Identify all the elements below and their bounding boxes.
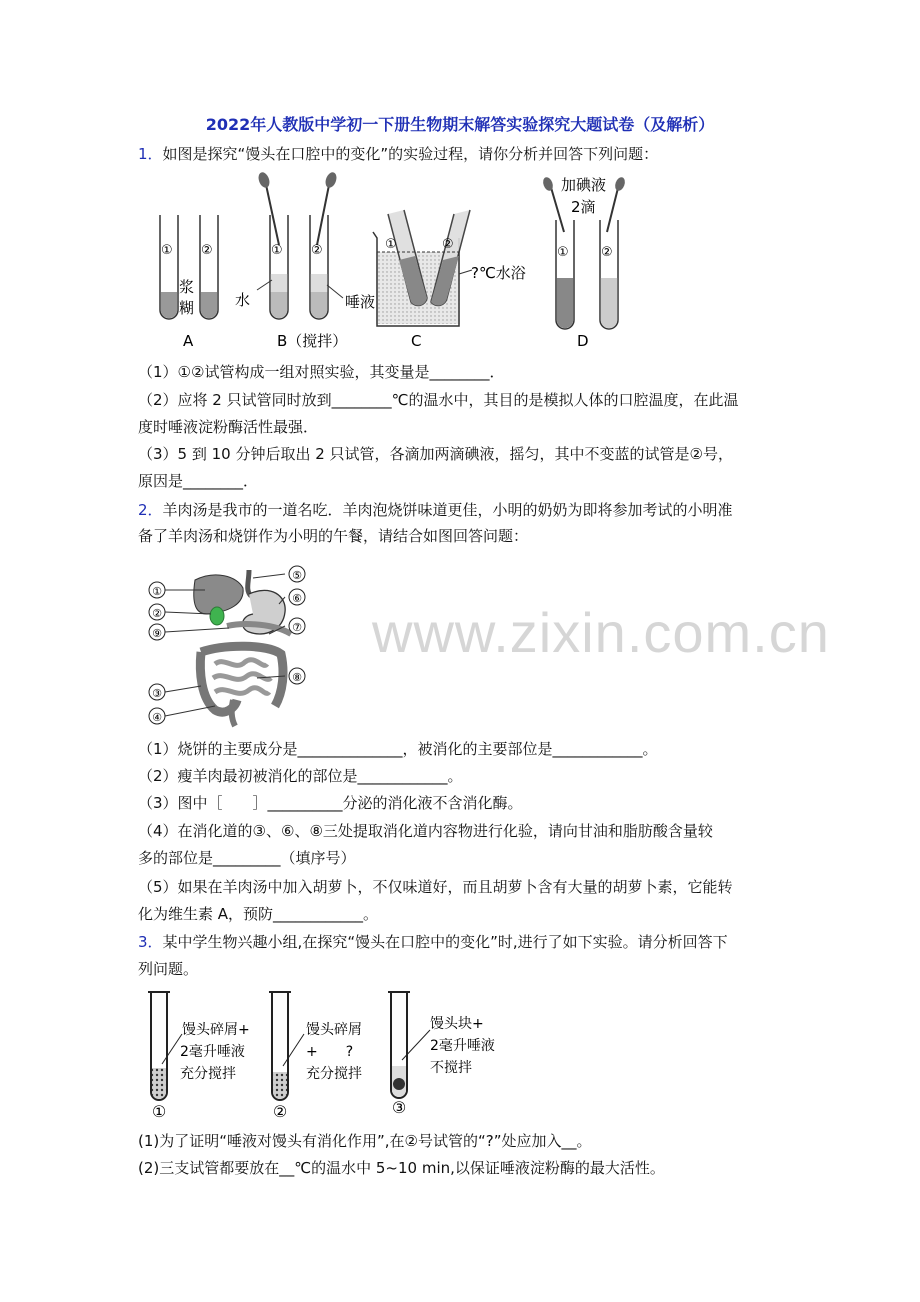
marker-9: ⑨ <box>152 627 162 640</box>
question-2-part-5-cont: 化为维生素 A，预防____________。 <box>138 905 379 923</box>
tube-3-1 <box>148 992 250 1121</box>
marker-7: ⑦ <box>292 621 302 634</box>
page-title: 2022年人教版中学初一下册生物期末解答实验探究大题试卷（及解析） <box>205 115 715 134</box>
tube-content-label: + ? <box>306 1044 354 1060</box>
question-number: 2． <box>138 501 163 519</box>
tube-content-label: 馒头碎屑 <box>306 1022 362 1038</box>
tube-content-label: 2毫升唾液 <box>180 1044 245 1060</box>
question-3-part-2: (2)三支试管都要放在__℃的温水中 5~10 min,以保证唾液淀粉酶的最大活性。 <box>138 1159 665 1177</box>
question-2-part-2: （2）瘦羊肉最初被消化的部位是____________。 <box>138 767 463 785</box>
tube-content-label: 不搅拌 <box>430 1060 472 1076</box>
digestive-system-diagram <box>145 560 325 730</box>
figure-label-b: B（搅拌） <box>277 332 348 350</box>
marker-2: ② <box>152 607 162 620</box>
tube-label: ① <box>385 237 397 252</box>
water-bath-label: ?℃水浴 <box>471 264 526 282</box>
marker-4: ④ <box>152 711 162 724</box>
paste-label: 浆 <box>179 278 195 296</box>
figure-label-d: D <box>577 332 589 350</box>
question-1-stem <box>138 143 658 165</box>
tube-3-3 <box>388 992 495 1117</box>
tube-label: ② <box>311 243 323 258</box>
question-2-stem <box>138 499 733 521</box>
tube-3-2 <box>269 992 362 1121</box>
question-2-part-3: （3）图中［ ］__________分泌的消化液不含消化酶。 <box>138 794 523 812</box>
tube-number: ③ <box>391 1098 407 1117</box>
question-number: 1． <box>138 145 163 163</box>
question-1-part-2: （2）应将 2 只试管同时放到________℃的温水中，其目的是模拟人体的口腔温度，在此温 <box>138 391 739 409</box>
iodine-label: 加碘液 <box>561 176 607 194</box>
question-1-part-1: （1）①②试管构成一组对照实验，其变量是________． <box>138 363 505 381</box>
tube-number: ② <box>272 1102 288 1121</box>
tube-content-label: 充分搅拌 <box>306 1066 362 1082</box>
question-text: 羊肉汤是我市的一道名吃．羊肉泡烧饼味道更佳，小明的奶奶为即将参加考试的小明准 <box>162 501 733 519</box>
tube-label: ① <box>161 243 173 258</box>
marker-6: ⑥ <box>292 592 302 605</box>
saliva-label: 唾液 <box>345 293 376 311</box>
figure-1-saliva-experiment <box>145 170 635 355</box>
figure-label-c: C <box>411 332 422 350</box>
water-label: 水 <box>235 291 251 309</box>
question-text: 某中学生物兴趣小组,在探究“馒头在口腔中的变化”时,进行了如下实验。请分析回答下 <box>162 933 728 951</box>
question-text: 如图是探究“馒头在口腔中的变化”的实验过程，请你分析并回答下列问题： <box>162 145 659 163</box>
tube-content-label: 馒头块+ <box>430 1016 484 1032</box>
tube-label: ② <box>442 237 454 252</box>
question-2-part-4: （4）在消化道的③、⑥、⑧三处提取消化道内容物进行化验，请向甘油和脂肪酸含量较 <box>138 822 713 840</box>
tube-a1 <box>160 215 178 319</box>
question-1-part-3: （3）5 到 10 分钟后取出 2 只试管，各滴加两滴碘液，摇匀，其中不变蓝的试管是②号， <box>138 445 734 463</box>
question-3-part-1: (1)为了证明“唾液对馒头有消化作用”,在②号试管的“?”处应加入__。 <box>138 1132 592 1150</box>
watermark: www.zixin.com.cn <box>372 601 830 664</box>
question-2-part-5: （5）如果在羊肉汤中加入胡萝卜，不仅味道好，而且胡萝卜含有大量的胡萝卜素，它能转 <box>138 878 733 896</box>
question-1-part-2-cont: 度时唾液淀粉酶活性最强． <box>138 418 319 436</box>
question-2-part-1: （1）烧饼的主要成分是______________，被消化的主要部位是____________。 <box>138 740 658 758</box>
tube-label: ② <box>201 243 213 258</box>
tube-content-label: 充分搅拌 <box>180 1066 236 1082</box>
iodine-drops-label: 2滴 <box>571 198 596 216</box>
question-3-stem <box>138 931 728 953</box>
tube-a2 <box>200 215 218 319</box>
tube-label: ② <box>601 245 613 260</box>
tube-label: ① <box>557 245 569 260</box>
marker-3: ③ <box>152 687 162 700</box>
marker-8: ⑧ <box>292 671 302 684</box>
tube-number: ① <box>151 1102 167 1121</box>
marker-1: ① <box>152 585 162 598</box>
figure-label-a: A <box>183 332 194 350</box>
marker-5: ⑤ <box>292 569 302 582</box>
question-2-stem-cont: 备了羊肉汤和烧饼作为小明的午餐，请结合如图回答问题： <box>138 527 529 545</box>
tube-content-label: 2毫升唾液 <box>430 1038 495 1054</box>
tube-content-label: 馒头碎屑+ <box>182 1022 250 1038</box>
question-3-stem-cont: 列问题。 <box>138 960 199 978</box>
question-1-part-3-cont: 原因是________． <box>138 472 259 490</box>
tube-label: ① <box>271 243 283 258</box>
paste-label: 糊 <box>179 299 195 317</box>
water-bath-beaker <box>373 210 470 326</box>
question-2-part-4-cont: 多的部位是_________（填序号） <box>138 849 356 867</box>
question-number: 3． <box>138 933 163 951</box>
figure-3-tubes <box>140 988 520 1123</box>
